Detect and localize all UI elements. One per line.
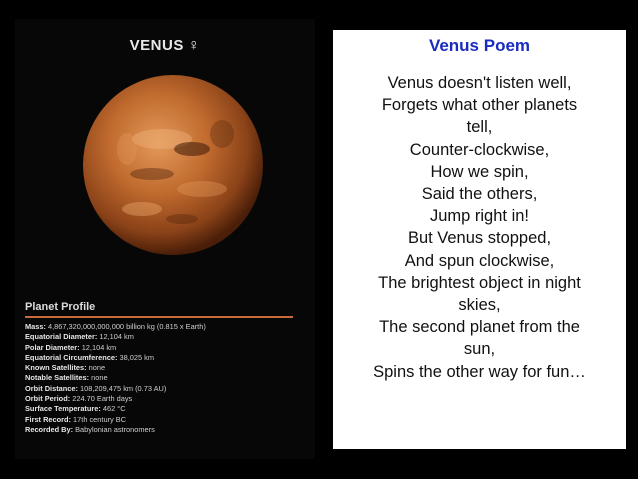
profile-key: Equatorial Circumference: [25,352,118,362]
planet-title [15,37,315,55]
poem-line: Forgets what other planets [381,96,578,115]
planet-name: VENUS [129,37,184,54]
poem-line: The brightest object in night [378,273,581,292]
profile-list [25,322,206,435]
profile-value: none [89,373,108,383]
profile-value: 12,104 km [79,342,117,352]
profile-key: Equatorial Diameter: [25,332,98,342]
poem-line: tell, [466,118,493,137]
poem-title: Venus Poem [428,36,531,55]
venus-planet-image [82,74,264,256]
poem-line: And spun clockwise, [404,251,555,270]
profile-value: Babylonian astronomers [73,424,155,434]
profile-value: 38,025 km [117,352,154,362]
profile-value: 12,104 km [97,332,134,342]
poem-card [333,30,626,449]
profile-value: 224.70 Earth days [70,394,133,404]
profile-value: 17th century BC [71,414,127,424]
planet-profile-panel [15,19,315,459]
profile-key: Surface Temperature: [25,404,101,414]
profile-divider [25,316,293,318]
poem-line: sun, [463,340,496,359]
profile-value: none [86,363,106,373]
profile-row [25,332,206,342]
profile-row [25,425,206,435]
poem-line: skies, [458,296,501,315]
profile-row [25,363,206,373]
venus-symbol-icon: ♀ [187,37,201,54]
profile-row [25,353,206,363]
profile-value: 108,209,475 km (0.73 AU) [77,383,167,393]
profile-row [25,415,206,425]
poem-line: How we spin, [430,162,529,181]
profile-row [25,322,206,332]
profile-row [25,373,206,383]
poem-line: Counter-clockwise, [409,140,550,159]
profile-key: Mass: [25,322,46,331]
profile-row [25,404,206,414]
poem-line: Jump right in! [429,207,530,226]
profile-value: 4,867,320,000,000,000 billion kg (0.815 x Earth) [45,322,206,331]
profile-key: Orbit Period: [25,394,71,404]
profile-key: First Record: [25,414,71,424]
poem-body [333,72,626,383]
poem-line: But Venus stopped, [407,229,552,248]
profile-row [25,394,206,404]
profile-key: Known Satellites: [25,363,87,373]
profile-row [25,384,206,394]
profile-key: Notable Satellites: [25,373,90,383]
poem-line: The second planet from the [379,318,580,337]
profile-key: Recorded By: [25,424,74,434]
poem-line: Venus doesn't listen well, [387,74,572,92]
profile-key: Orbit Distance: [25,383,78,393]
profile-heading: Planet Profile [25,301,96,313]
poem-line: Said the others, [421,185,538,204]
profile-value: 462 °C [100,404,126,414]
profile-key: Polar Diameter: [25,342,80,352]
profile-row [25,343,206,353]
poem-line: Spins the other way for fun… [373,362,586,381]
